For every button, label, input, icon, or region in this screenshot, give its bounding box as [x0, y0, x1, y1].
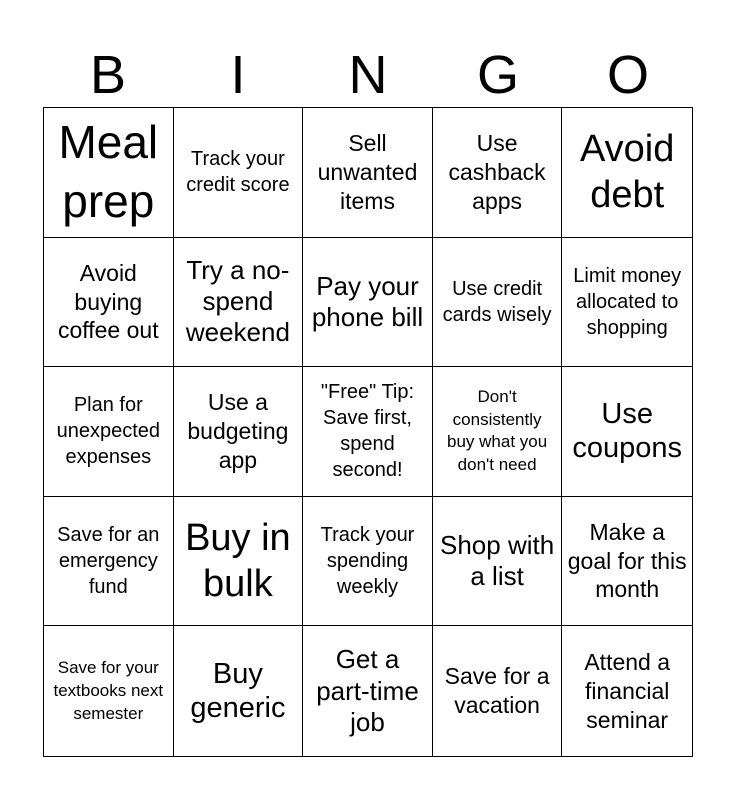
bingo-cell[interactable] — [433, 626, 563, 756]
bingo-cell[interactable] — [44, 497, 174, 627]
cell-text: Save for an emergency fund — [57, 524, 160, 599]
cell-text: Limit money allocated to shopping — [573, 264, 682, 339]
header-letter-o: O — [606, 45, 649, 105]
cell-text: Shop with a list — [440, 529, 555, 592]
cell-text: Make a goal for this month — [567, 518, 687, 603]
bingo-cell[interactable] — [562, 497, 692, 627]
cell-text: "Free" Tip: Save first, spend second! — [320, 381, 415, 482]
bingo-cell[interactable] — [303, 238, 433, 368]
header-letter-i: I — [230, 45, 246, 105]
cell-text: Buy in bulk — [185, 516, 291, 606]
bingo-cell[interactable] — [433, 497, 563, 627]
bingo-cell[interactable] — [174, 108, 304, 238]
bingo-cell[interactable] — [44, 238, 174, 368]
bingo-cell[interactable] — [174, 626, 304, 756]
bingo-cell[interactable] — [303, 497, 433, 627]
bingo-cell[interactable] — [174, 238, 304, 368]
bingo-cell[interactable] — [303, 626, 433, 756]
cell-text: Avoid buying coffee out — [57, 259, 159, 344]
bingo-cell[interactable] — [174, 367, 304, 497]
bingo-cell[interactable] — [433, 108, 563, 238]
bingo-cell[interactable] — [303, 108, 433, 238]
bingo-cell[interactable] — [44, 367, 174, 497]
cell-text: Use cashback apps — [448, 130, 546, 214]
cell-text: Track your credit score — [186, 148, 290, 197]
cell-text: Use coupons — [572, 398, 683, 465]
cell-text: Get a part-time job — [316, 644, 419, 737]
bingo-cell[interactable] — [44, 626, 174, 756]
cell-text: Save for your textbooks next semester — [53, 658, 164, 723]
bingo-cell[interactable] — [433, 238, 563, 368]
cell-text: Avoid debt — [580, 127, 675, 217]
header-letter-n: N — [348, 45, 388, 105]
cell-text: Meal prep — [58, 116, 159, 228]
cell-text: Try a no-spend weekend — [185, 255, 290, 348]
bingo-board — [43, 107, 693, 757]
bingo-cell[interactable] — [562, 108, 692, 238]
cell-text: Plan for unexpected expenses — [56, 394, 160, 469]
bingo-header — [43, 44, 693, 106]
header-letter-g: G — [476, 45, 519, 105]
bingo-cell[interactable] — [44, 108, 174, 238]
bingo-cell[interactable] — [174, 497, 304, 627]
bingo-cell[interactable] — [433, 367, 563, 497]
cell-text: Pay your phone bill — [311, 270, 424, 332]
cell-text: Attend a financial seminar — [584, 649, 671, 733]
bingo-cell[interactable] — [562, 238, 692, 368]
header-letter-b: B — [89, 45, 127, 105]
cell-text: Save for a vacation — [444, 663, 550, 719]
bingo-cell[interactable] — [303, 367, 433, 497]
cell-text: Track your spending weekly — [320, 524, 415, 599]
bingo-cell[interactable] — [562, 626, 692, 756]
cell-text: Use credit cards wisely — [442, 277, 552, 326]
cell-text: Buy generic — [190, 657, 286, 725]
cell-text: Use a budgeting app — [187, 389, 289, 473]
bingo-cell[interactable] — [562, 367, 692, 497]
cell-text: Don't consistently buy what you don't need — [447, 387, 548, 475]
cell-text: Sell unwanted items — [317, 130, 418, 214]
